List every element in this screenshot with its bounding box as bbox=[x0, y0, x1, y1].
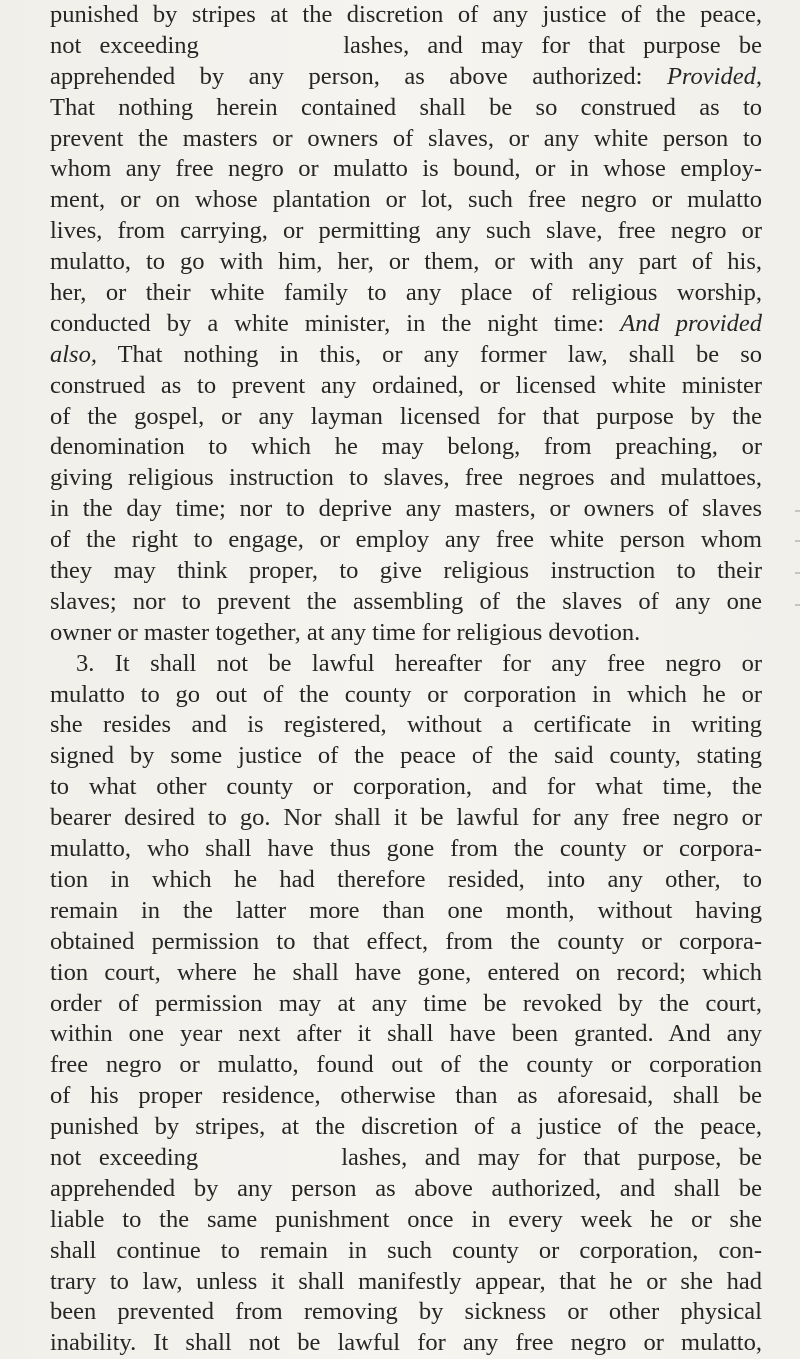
text-line-content bbox=[50, 217, 762, 244]
text-line-content bbox=[50, 279, 762, 306]
text-line bbox=[50, 1050, 762, 1081]
text-line bbox=[50, 1112, 762, 1143]
text-line bbox=[50, 587, 762, 618]
text-line-content bbox=[50, 804, 762, 831]
text-segment: punished by stripes at the discretion of any justice of the peace, bbox=[50, 1, 762, 28]
text-segment: whom any free negro or mulatto is bound, or in whose employ- bbox=[50, 155, 762, 183]
text-line bbox=[50, 463, 762, 494]
text-segment: of the right to engage, or employ any free white person whom bbox=[50, 526, 762, 554]
text-line bbox=[50, 1205, 762, 1236]
text-line-content bbox=[50, 1113, 762, 1140]
text-segment: mulatto, who shall have thus gone from the county or corpora- bbox=[50, 835, 762, 863]
text-line bbox=[50, 927, 762, 958]
text-segment: of his proper residence, otherwise than as aforesaid, shall be bbox=[50, 1082, 762, 1110]
text-segment: mulatto, to go with him, her, or them, or with any part of his, bbox=[50, 248, 762, 276]
text-line bbox=[50, 154, 762, 185]
page-edge-marks bbox=[792, 500, 800, 650]
text-line bbox=[50, 0, 762, 31]
text-line bbox=[50, 1174, 762, 1205]
text-segment: slaves; nor to prevent the assembling of the slaves of any one bbox=[50, 587, 762, 615]
text-line-content bbox=[50, 464, 762, 491]
text-segment: free negro or mulatto, found out of the county or corporation bbox=[50, 1051, 762, 1079]
text-segment: bearer desired to go. Nor shall it be lawful for any free negro or bbox=[50, 804, 762, 832]
text-segment: ment, or on whose plantation or lot, such free negro or mulatto bbox=[50, 186, 762, 214]
text-segment: denomination to which he may belong, from preaching, or bbox=[50, 433, 762, 461]
text-line bbox=[50, 803, 762, 834]
text-line bbox=[50, 680, 762, 711]
text-segment: That nothing in this, or any former law, shall be so bbox=[96, 340, 762, 368]
italic-text: Provided, bbox=[666, 62, 762, 90]
text-segment: remain in the latter more than one month, without having bbox=[50, 896, 762, 924]
text-segment: they may think proper, to give religious instruction to their bbox=[50, 557, 762, 585]
text-line-content bbox=[50, 341, 762, 368]
text-segment: owner or master together, at any time for religious devotion. bbox=[50, 618, 641, 646]
text-segment: in the day time; nor to deprive any masters, or owners of slaves bbox=[50, 495, 762, 523]
text-line-content bbox=[50, 1206, 762, 1233]
text-line bbox=[50, 1236, 762, 1267]
text-line bbox=[50, 1267, 762, 1298]
text-line bbox=[50, 865, 762, 896]
text-line bbox=[50, 958, 762, 989]
text-line-content bbox=[50, 495, 762, 522]
italic-text: And provided bbox=[620, 309, 762, 337]
text-segment: apprehended by any person, as above authorized: bbox=[50, 62, 667, 90]
text-line-content bbox=[50, 1144, 762, 1171]
text-line-content bbox=[50, 403, 762, 430]
text-line-content bbox=[50, 63, 762, 90]
text-line bbox=[50, 62, 762, 93]
text-segment: shall continue to remain in such county or corporation, con- bbox=[50, 1236, 762, 1264]
text-line-content bbox=[50, 588, 762, 615]
text-line bbox=[50, 124, 762, 155]
text-line bbox=[50, 371, 762, 402]
text-line bbox=[50, 1081, 762, 1112]
text-line bbox=[50, 432, 762, 463]
text-line-content bbox=[50, 742, 762, 769]
text-segment: obtained permission to that effect, from the county or corpora- bbox=[50, 927, 762, 955]
text-segment: inability. It shall not be lawful for any free negro or mulatto, bbox=[50, 1329, 762, 1357]
text-line bbox=[50, 834, 762, 865]
text-line-content bbox=[50, 959, 762, 986]
text-line bbox=[50, 1297, 762, 1328]
text-segment: she resides and is registered, without a certificate in writing bbox=[50, 711, 762, 739]
text-line bbox=[50, 494, 762, 525]
text-segment: not exceeding bbox=[50, 31, 199, 59]
text-segment: order of permission may at any time be revoked by the court, bbox=[50, 989, 762, 1017]
text-segment: prevent the masters or owners of slaves, or any white person to bbox=[50, 124, 762, 152]
text-line bbox=[50, 216, 762, 247]
text-line-content bbox=[50, 372, 762, 399]
text-segment: trary to law, unless it shall manifestly appear, that he or she had bbox=[50, 1267, 762, 1295]
text-segment: giving religious instruction to slaves, free negroes and mulattoes, bbox=[50, 464, 762, 492]
text-line-content bbox=[50, 94, 762, 121]
text-line-content bbox=[50, 928, 762, 955]
text-segment: her, or their white family to any place of religious worship, bbox=[50, 279, 762, 307]
text-line-content bbox=[76, 650, 762, 677]
text-line bbox=[50, 1328, 762, 1359]
text-line-content bbox=[50, 557, 762, 584]
text-line bbox=[50, 402, 762, 433]
text-segment: conducted by a white minister, in the night time: bbox=[50, 309, 621, 337]
text-segment: within one year next after it shall have been granted. And any bbox=[50, 1020, 762, 1048]
text-line bbox=[50, 93, 762, 124]
text-segment: lives, from carrying, or permitting any such slave, free negro or bbox=[50, 217, 762, 245]
text-segment: mulatto to go out of the county or corporation in which he or bbox=[50, 680, 762, 708]
text-line bbox=[50, 772, 762, 803]
text-line bbox=[50, 710, 762, 741]
text-line-content bbox=[50, 711, 762, 738]
text-line bbox=[50, 618, 762, 649]
text-segment: liable to the same punishment once in every week he or she bbox=[50, 1205, 762, 1233]
text-line-content bbox=[50, 1237, 762, 1264]
text-segment: lashes, and may for that purpose be bbox=[343, 31, 762, 59]
text-segment: That nothing herein contained shall be so construed as to bbox=[50, 93, 762, 121]
text-line bbox=[50, 741, 762, 772]
text-segment: been prevented from removing by sickness or other physical bbox=[50, 1298, 762, 1326]
body-text bbox=[50, 0, 762, 1359]
text-line bbox=[50, 31, 762, 62]
text-line-content bbox=[50, 681, 762, 708]
text-line bbox=[50, 309, 762, 340]
text-segment: tion in which he had therefore resided, into any other, to bbox=[50, 865, 762, 893]
text-line bbox=[50, 525, 762, 556]
text-line bbox=[50, 185, 762, 216]
text-line-content bbox=[50, 155, 762, 182]
text-segment: construed as to prevent any ordained, or licensed white minister bbox=[50, 371, 762, 399]
text-line bbox=[50, 247, 762, 278]
text-line bbox=[50, 896, 762, 927]
text-segment: to what other county or corporation, and for what time, the bbox=[50, 773, 762, 801]
text-line-content bbox=[50, 1082, 762, 1109]
italic-text: also, bbox=[50, 340, 97, 368]
text-line-content bbox=[50, 248, 762, 275]
text-line-content bbox=[50, 526, 762, 553]
text-segment: lashes, and may for that purpose, be bbox=[341, 1143, 763, 1171]
text-segment: tion court, where he shall have gone, entered on record; which bbox=[50, 958, 762, 986]
text-line bbox=[50, 556, 762, 587]
text-line-content bbox=[50, 1298, 762, 1325]
text-segment: punished by stripes, at the discretion of a justice of the peace, bbox=[50, 1113, 762, 1141]
text-segment: apprehended by any person as above authorized, and shall be bbox=[50, 1174, 762, 1202]
text-line-content bbox=[50, 1175, 762, 1202]
text-line-content bbox=[50, 866, 762, 893]
text-segment: not exceeding bbox=[50, 1143, 199, 1171]
text-line-content bbox=[50, 1051, 762, 1078]
text-line bbox=[50, 340, 762, 371]
text-line bbox=[50, 1019, 762, 1050]
text-line-content bbox=[50, 990, 762, 1017]
text-line-content bbox=[50, 186, 762, 213]
text-line-content bbox=[50, 1329, 762, 1356]
text-segment: of the gospel, or any layman licensed for that purpose by the bbox=[50, 402, 762, 430]
text-line-content bbox=[50, 1020, 762, 1047]
text-line-content bbox=[50, 773, 762, 800]
text-line-content bbox=[50, 897, 762, 924]
text-line-content bbox=[50, 310, 762, 337]
text-line-content bbox=[50, 1, 762, 28]
text-line-content bbox=[50, 619, 640, 646]
text-line-content bbox=[50, 125, 762, 152]
text-line bbox=[50, 1143, 762, 1174]
text-segment: signed by some justice of the peace of the said county, stating bbox=[50, 742, 762, 770]
text-line-content bbox=[50, 1268, 762, 1295]
text-line-content bbox=[50, 32, 762, 59]
text-segment: 3. It shall not be lawful hereafter for any free negro or bbox=[76, 649, 762, 677]
text-line bbox=[50, 649, 762, 680]
text-line-content bbox=[50, 835, 762, 862]
text-line bbox=[50, 989, 762, 1020]
text-line-content bbox=[50, 433, 762, 460]
text-line bbox=[50, 278, 762, 309]
